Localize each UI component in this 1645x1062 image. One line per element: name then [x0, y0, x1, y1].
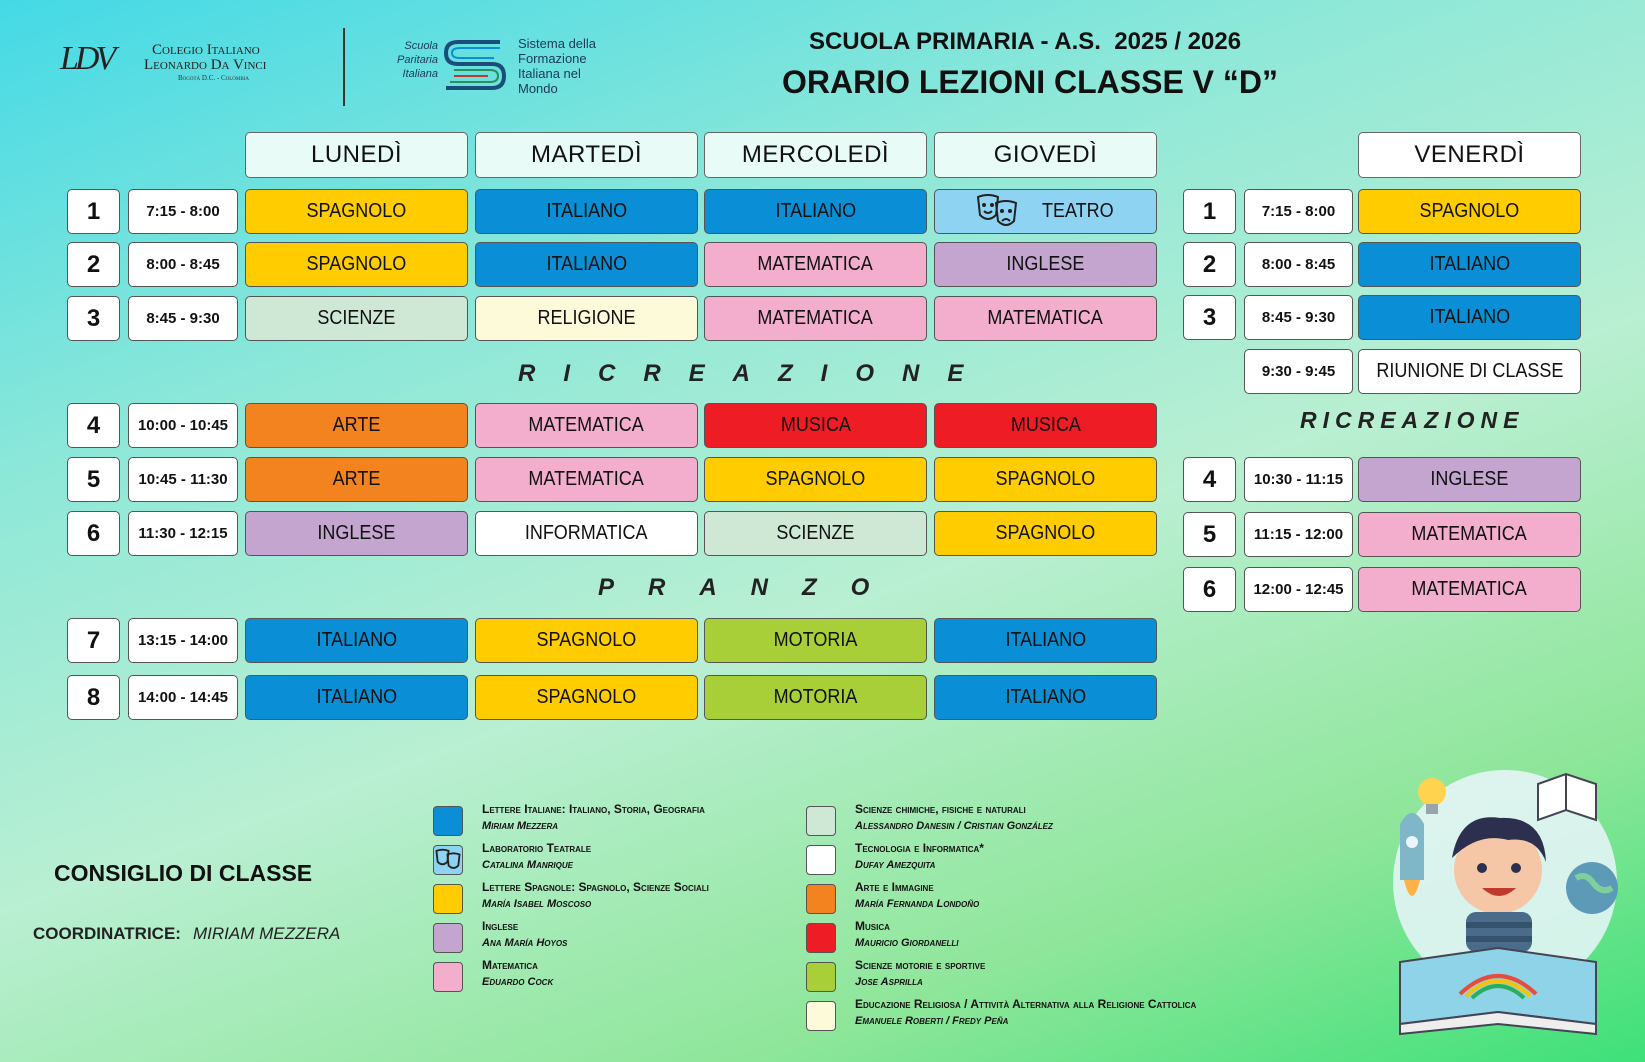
period-time: 7:15 - 8:00	[128, 189, 238, 234]
coordinator-label: COORDINATRICE:	[33, 924, 181, 943]
friday-period-time: 10:30 - 11:15	[1244, 457, 1353, 502]
subject-label: INGLESE	[317, 522, 396, 544]
period-time: 14:00 - 14:45	[128, 675, 238, 720]
day-header-mercoledi: MERCOLEDÌ	[704, 132, 927, 178]
legend-title: Scienze motorie e sportive	[855, 958, 986, 972]
subject-cell	[475, 403, 698, 448]
theater-masks-icon	[434, 846, 462, 874]
friday-subject-cell	[1358, 295, 1581, 340]
legend-title: Educazione Religiosa / Attività Alternativa alla Religione Cattolica	[855, 997, 1197, 1011]
day-header-martedi: MARTEDÌ	[475, 132, 698, 178]
subject-cell	[245, 618, 468, 663]
school-name-line2: Leonardo Da Vinci	[144, 57, 267, 73]
subject-label: MUSICA	[780, 414, 851, 436]
subject-label: ITALIANO	[316, 629, 397, 651]
subject-cell	[934, 675, 1157, 720]
friday-subject-cell	[1358, 457, 1581, 502]
subject-label: ITALIANO	[1429, 306, 1510, 328]
break-ricreazione: RICREAZIONE	[518, 360, 992, 387]
subject-cell	[475, 457, 698, 502]
subject-cell	[934, 403, 1157, 448]
break-pranzo: PRANZO	[598, 574, 904, 601]
subject-label: ITALIANO	[546, 253, 627, 275]
legend-title: Arte e Immagine	[855, 880, 934, 894]
subject-label: SPAGNOLO	[995, 468, 1096, 490]
legend-swatch	[806, 962, 836, 992]
subject-cell	[704, 457, 927, 502]
subject-label: SPAGNOLO	[995, 522, 1096, 544]
subject-cell	[704, 189, 927, 234]
subject-label: MATEMATICA	[528, 468, 645, 490]
subject-cell	[934, 242, 1157, 287]
legend-swatch	[433, 923, 463, 953]
legend-teacher: Alessandro Danesin / Cristian González	[855, 820, 1053, 832]
period-time: 13:15 - 14:00	[128, 618, 238, 663]
subject-cell	[475, 618, 698, 663]
friday-period-number: 2	[1183, 242, 1236, 287]
period-number: 6	[67, 511, 120, 556]
legend-teacher: Ana María Hoyos	[482, 937, 568, 949]
subject-cell	[934, 296, 1157, 341]
friday-period-time: 8:00 - 8:45	[1244, 242, 1353, 287]
subject-label: RELIGIONE	[537, 307, 636, 329]
subject-cell	[245, 457, 468, 502]
legend-title: Scienze chimiche, fisiche e naturali	[855, 802, 1026, 816]
legend-teacher: María Isabel Moscoso	[482, 898, 592, 910]
subject-label: ITALIANO	[1429, 253, 1510, 275]
period-number: 1	[67, 189, 120, 234]
subject-label: ITALIANO	[316, 686, 397, 708]
subject-label: MATEMATICA	[1411, 523, 1528, 545]
subject-cell	[245, 511, 468, 556]
subject-cell	[704, 403, 927, 448]
page-title: ORARIO LEZIONI CLASSE V “D”	[781, 64, 1279, 100]
subject-label: SPAGNOLO	[536, 629, 637, 651]
subject-label: MOTORIA	[773, 686, 858, 708]
subject-cell	[704, 511, 927, 556]
friday-period-time: 8:45 - 9:30	[1244, 295, 1353, 340]
subject-label: ITALIANO	[1005, 686, 1086, 708]
subject-cell	[475, 296, 698, 341]
child-reading-illustration	[1370, 762, 1630, 1052]
period-number: 3	[67, 296, 120, 341]
legend-swatch	[806, 923, 836, 953]
day-header-giovedi: GIOVEDÌ	[934, 132, 1157, 178]
legend-teacher: María Fernanda Londoño	[855, 898, 980, 910]
period-number: 5	[67, 457, 120, 502]
subject-label: RIUNIONE DI CLASSE	[1375, 360, 1564, 382]
legend-swatch	[433, 845, 463, 875]
legend-swatch	[433, 884, 463, 914]
subject-label: MATEMATICA	[757, 307, 874, 329]
header-divider	[343, 28, 345, 106]
subject-cell	[475, 511, 698, 556]
legend-teacher: Miriam Mezzera	[482, 820, 559, 832]
subject-cell	[934, 457, 1157, 502]
subject-label: ARTE	[332, 468, 381, 490]
subject-label: ITALIANO	[1005, 629, 1086, 651]
subject-label: ARTE	[332, 414, 381, 436]
ldv-monogram-icon: LDV	[60, 40, 113, 77]
friday-subject-cell	[1358, 567, 1581, 612]
subject-label: MATEMATICA	[987, 307, 1104, 329]
subject-label: MUSICA	[1010, 414, 1081, 436]
friday-period-number: 6	[1183, 567, 1236, 612]
paritaria-line1: Scuola	[404, 40, 438, 52]
legend-swatch	[433, 962, 463, 992]
legend-swatch	[806, 1001, 836, 1031]
coordinator-name: MIRIAM MEZZERA	[193, 924, 341, 943]
subject-label: MATEMATICA	[528, 414, 645, 436]
legend-teacher: Mauricio Giordanelli	[855, 937, 959, 949]
period-number: 4	[67, 403, 120, 448]
paritaria-line2: Paritaria	[397, 54, 438, 66]
subject-label: MOTORIA	[773, 629, 858, 651]
legend-title: Matematica	[482, 958, 538, 972]
subject-label: ITALIANO	[546, 200, 627, 222]
period-number: 7	[67, 618, 120, 663]
subject-label: ITALIANO	[775, 200, 856, 222]
sistema-s-icon	[440, 36, 510, 94]
sistema-logo	[372, 34, 612, 98]
subject-label: SCIENZE	[776, 522, 855, 544]
period-time: 10:45 - 11:30	[128, 457, 238, 502]
subject-label: TEATRO	[1041, 200, 1114, 222]
period-number: 8	[67, 675, 120, 720]
sistema-line2: Formazione	[518, 51, 587, 66]
legend-title: Inglese	[482, 919, 519, 933]
subject-label: SPAGNOLO	[1419, 200, 1520, 222]
subject-label: MATEMATICA	[1411, 578, 1528, 600]
subject-label: SPAGNOLO	[536, 686, 637, 708]
friday-period-time: 12:00 - 12:45	[1244, 567, 1353, 612]
legend-teacher: Dufay Amezquita	[855, 859, 936, 871]
subject-label: MATEMATICA	[757, 253, 874, 275]
subject-cell	[934, 189, 1157, 234]
subject-cell	[704, 242, 927, 287]
subject-cell	[704, 296, 927, 341]
subject-label: SPAGNOLO	[765, 468, 866, 490]
friday-period-number: 5	[1183, 512, 1236, 557]
subject-cell	[934, 618, 1157, 663]
subject-cell	[475, 189, 698, 234]
subject-cell	[245, 296, 468, 341]
friday-period-number: 3	[1183, 295, 1236, 340]
legend-title: Musica	[855, 919, 890, 933]
friday-period-time: 7:15 - 8:00	[1244, 189, 1353, 234]
legend-title: Laboratorio Teatrale	[482, 841, 592, 855]
sistema-line3: Italiana nel	[518, 66, 581, 81]
subject-label: INGLESE	[1430, 468, 1509, 490]
paritaria-line3: Italiana	[402, 68, 438, 80]
legend-teacher: Emanuele Roberti / Fredy Peña	[855, 1015, 1009, 1027]
subject-cell	[475, 242, 698, 287]
page-subtitle: SCUOLA PRIMARIA - A.S. 2025 / 2026	[808, 28, 1242, 55]
consiglio-title: CONSIGLIO DI CLASSE	[54, 860, 313, 886]
legend-teacher: Catalina Manrique	[482, 859, 573, 871]
school-logo	[60, 38, 330, 98]
friday-period-number: 1	[1183, 189, 1236, 234]
legend-title: Tecnologia e Informatica*	[855, 841, 984, 855]
legend-swatch	[433, 806, 463, 836]
subject-cell	[934, 511, 1157, 556]
break-ricreazione-friday: RICREAZIONE	[1300, 407, 1525, 433]
subject-cell	[245, 189, 468, 234]
subject-label: SCIENZE	[317, 307, 396, 329]
legend-title: Lettere Italiane: Italiano, Storia, Geografia	[482, 802, 705, 816]
legend-swatch	[806, 884, 836, 914]
school-name-line1: Colegio Italiano	[152, 42, 260, 58]
theater-masks-icon	[974, 193, 1020, 231]
subject-label: SPAGNOLO	[306, 253, 407, 275]
period-time: 10:00 - 10:45	[128, 403, 238, 448]
subject-cell	[704, 675, 927, 720]
sistema-line4: Mondo	[518, 81, 558, 96]
friday-period-number: 4	[1183, 457, 1236, 502]
subject-cell	[475, 675, 698, 720]
friday-subject-cell	[1358, 349, 1581, 394]
friday-subject-cell	[1358, 189, 1581, 234]
friday-subject-cell	[1358, 242, 1581, 287]
subject-cell	[245, 403, 468, 448]
period-time: 8:45 - 9:30	[128, 296, 238, 341]
legend-swatch	[806, 845, 836, 875]
friday-period-time: 9:30 - 9:45	[1244, 349, 1353, 394]
legend-teacher: Jose Asprilla	[855, 976, 923, 988]
legend-swatch	[806, 806, 836, 836]
period-time: 11:30 - 12:15	[128, 511, 238, 556]
legend-title: Lettere Spagnole: Spagnolo, Scienze Sociali	[482, 880, 709, 894]
sistema-line1: Sistema della	[518, 36, 597, 51]
subject-label: INFORMATICA	[525, 522, 648, 544]
period-time: 8:00 - 8:45	[128, 242, 238, 287]
day-header-lunedi: LUNEDÌ	[245, 132, 468, 178]
subject-label: SPAGNOLO	[306, 200, 407, 222]
subject-label: INGLESE	[1006, 253, 1085, 275]
subject-cell	[704, 618, 927, 663]
subject-cell	[245, 242, 468, 287]
subject-cell	[245, 675, 468, 720]
day-header-venerdi: VENERDÌ	[1358, 132, 1581, 178]
school-location: Bogotá D.C. - Colombia	[178, 74, 249, 82]
friday-period-time: 11:15 - 12:00	[1244, 512, 1353, 557]
friday-subject-cell	[1358, 512, 1581, 557]
period-number: 2	[67, 242, 120, 287]
legend-teacher: Eduardo Cock	[482, 976, 554, 988]
